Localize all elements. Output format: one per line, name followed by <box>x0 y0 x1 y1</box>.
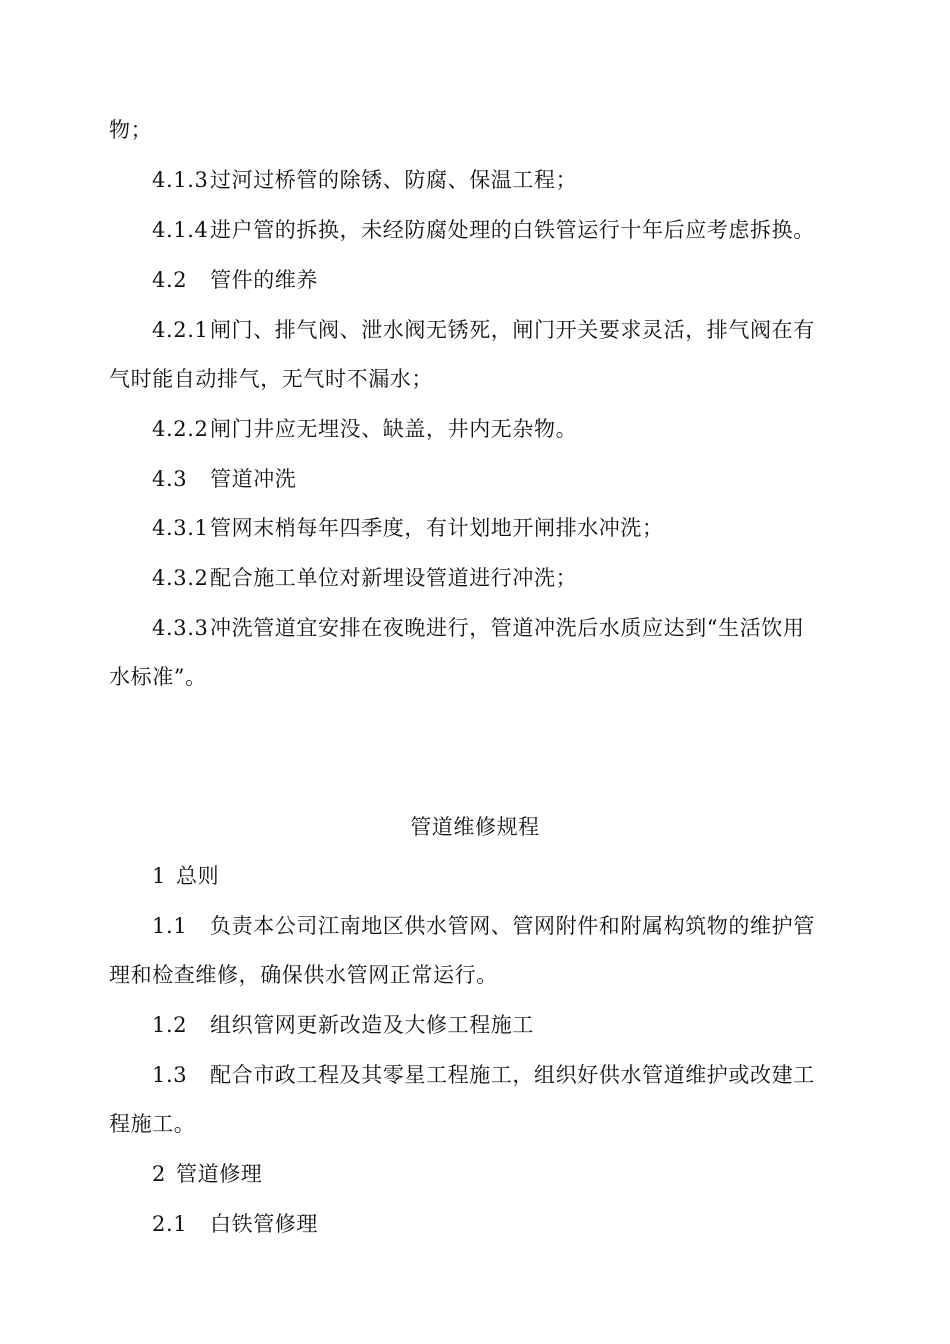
clause-number: 4.1.4 <box>152 218 209 242</box>
heading-text: 管道修理 <box>176 1162 263 1186</box>
heading-4-3 <box>152 464 296 494</box>
clause-number: 1.3 <box>152 1063 188 1087</box>
clause-number: 4.2.1 <box>152 318 209 342</box>
clause-number: 4.1.3 <box>152 168 209 192</box>
clause-number: 1 <box>152 864 166 888</box>
clause-number: 1.1 <box>152 914 188 938</box>
paragraph-text: 过河过桥管的除锈、防腐、保温工程； <box>210 168 578 192</box>
clause-number: 4.3 <box>152 467 188 491</box>
paragraph-text: 程施工。 <box>109 1112 196 1136</box>
paragraph-4-2-2 <box>152 414 577 444</box>
clause-number: 4.3.2 <box>152 566 209 590</box>
clause-number: 2 <box>152 1162 166 1186</box>
paragraph-continuation <box>109 364 433 394</box>
paragraph-1-3 <box>152 1060 815 1090</box>
paragraph-4-2-1 <box>152 315 815 345</box>
clause-number: 4.2.2 <box>152 417 209 441</box>
paragraph-4-3-3 <box>152 613 805 643</box>
paragraph-text: 闸门、排气阀、泄水阀无锈死，闸门开关要求灵活，排气阀在有 <box>210 318 815 342</box>
paragraph-1-1 <box>152 911 815 941</box>
heading-text: 白铁管修理 <box>210 1212 318 1236</box>
document-title: 管道维修规程 <box>410 815 540 839</box>
paragraph-continuation <box>109 1109 195 1139</box>
paragraph-4-1-4 <box>152 215 815 245</box>
heading-4-2 <box>152 265 318 295</box>
paragraph-text: 进户管的拆换，未经防腐处理的白铁管运行十年后应考虑拆换。 <box>210 218 815 242</box>
paragraph-text: 闸门井应无埋没、缺盖，井内无杂物。 <box>210 417 578 441</box>
clause-number: 2.1 <box>152 1212 188 1236</box>
paragraph-text: 水标准”。 <box>109 665 207 689</box>
paragraph-text: 理和检查维修，确保供水管网正常运行。 <box>109 963 498 987</box>
paragraph-text: 负责本公司江南地区供水管网、管网附件和附属构筑物的维护管 <box>210 914 815 938</box>
paragraph-1-2 <box>152 1010 534 1040</box>
heading-text: 管道冲洗 <box>210 467 297 491</box>
paragraph-text: 气时能自动排气，无气时不漏水； <box>109 367 433 391</box>
paragraph-continuation <box>109 662 207 692</box>
clause-number: 4.3.1 <box>152 516 209 540</box>
paragraph-text: 冲洗管道宜安排在夜晚进行，管道冲洗后水质应达到“生活饮用 <box>210 616 805 640</box>
clause-number: 1.2 <box>152 1013 188 1037</box>
paragraph-continuation <box>109 115 152 145</box>
paragraph-text: 配合施工单位对新埋设管道进行冲洗； <box>210 566 578 590</box>
paragraph-text: 物； <box>109 118 153 142</box>
heading-2-1 <box>152 1209 318 1239</box>
paragraph-4-1-3 <box>152 165 577 195</box>
paragraph-4-3-1 <box>152 513 664 543</box>
paragraph-text: 管网末梢每年四季度，有计划地开闸排水冲洗； <box>210 516 664 540</box>
heading-2 <box>152 1159 262 1189</box>
heading-text: 总则 <box>176 864 220 888</box>
paragraph-continuation <box>109 960 498 990</box>
paragraph-text: 组织管网更新改造及大修工程施工 <box>210 1013 534 1037</box>
heading-1 <box>152 861 219 891</box>
paragraph-text: 配合市政工程及其零星工程施工，组织好供水管道维护或改建工 <box>210 1063 815 1087</box>
clause-number: 4.2 <box>152 268 188 292</box>
clause-number: 4.3.3 <box>152 616 209 640</box>
heading-text: 管件的维养 <box>210 268 318 292</box>
paragraph-4-3-2 <box>152 563 577 593</box>
